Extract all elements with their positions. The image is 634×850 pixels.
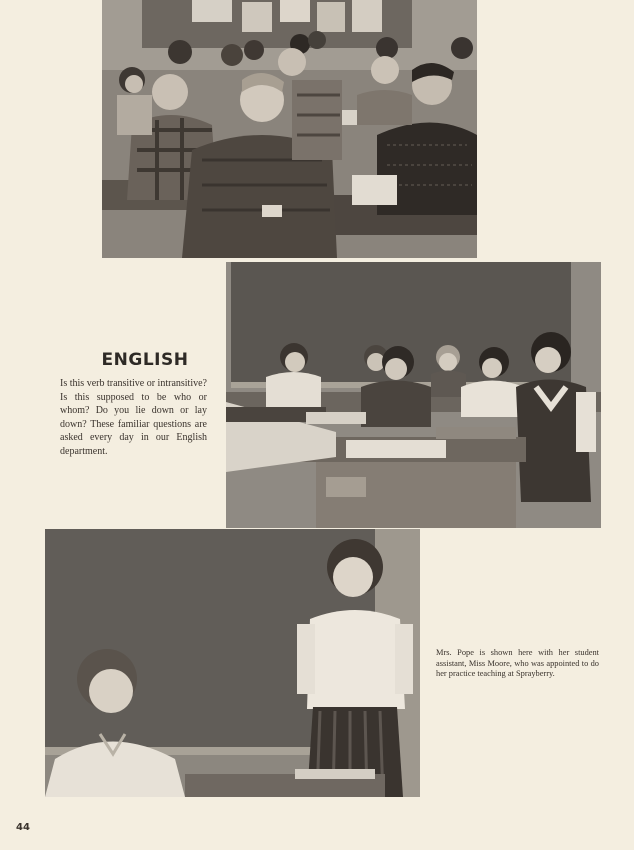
teachers-photo [45, 529, 420, 797]
photo-caption: Mrs. Pope is shown here with her student assistant, Miss Moore, who was appointed to do her practice teaching at Sprayberry. [436, 648, 599, 679]
section-body-text: Is this verb transitive or intransitive? Is this supposed to be who or whom? Do you lie down or lay down? These familiar questions are asked every day in our English department. [60, 378, 207, 457]
classroom-boys-photo [102, 0, 477, 258]
page-number: 44 [16, 822, 30, 833]
classroom-girls-photo [226, 262, 601, 528]
section-heading: ENGLISH [101, 350, 189, 370]
